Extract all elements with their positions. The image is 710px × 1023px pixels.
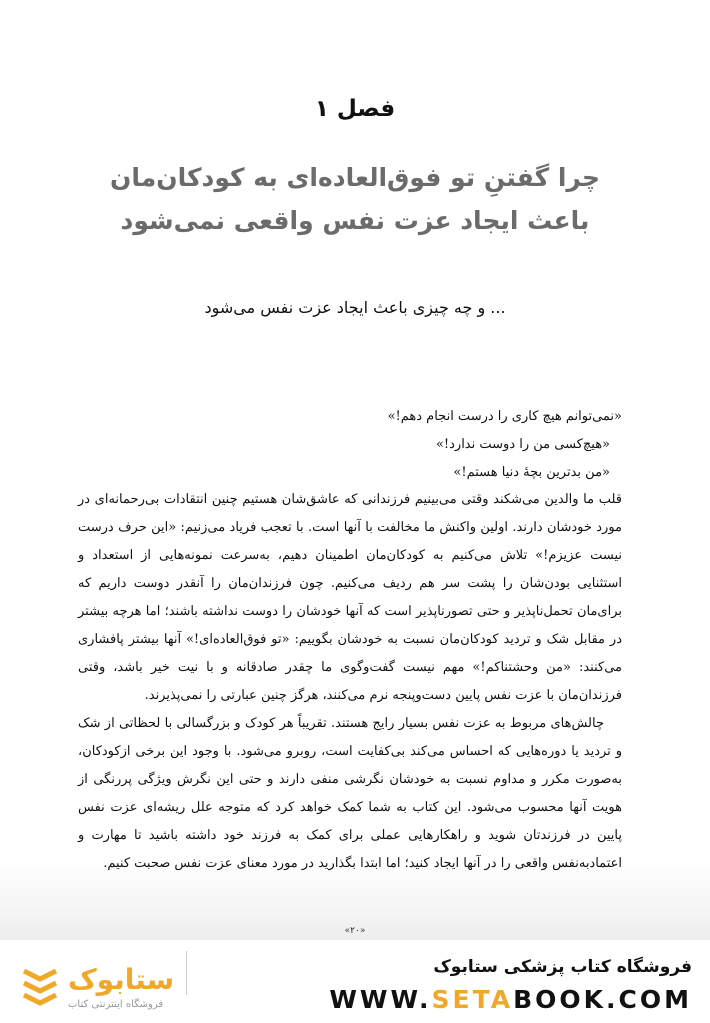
- chapter-title-line-2: باعث ایجاد عزت نفس واقعی نمی‌شود: [120, 206, 590, 235]
- logo-divider: [186, 951, 187, 995]
- setabook-logo[interactable]: [20, 959, 280, 1015]
- paragraph: چالش‌های مربوط به عزت نفس بسیار رایج هستند. تقریباً هر کودک و بزرگسالی با لحظاتی از شک و تردید یا دوره‌هایی که احساس می‌کند بی‌کفایت است، روبرو می‌شود. با وجود این برخی ازکودکان، به‌صورت مکرر و مداوم نسبت به خودشان نگرشی منفی دارند و حتی این نگرش ویژگی پررنگی از هویت آنها محسوب می‌شود. این کتاب به شما کمک خواهد کرد که متوجه علل ریشه‌ای عزت نفس پایین در فرزندتان شوید و راهکارهایی عملی برای کمک به فرزند خود داشته باشید تا مهارت و اعتمادبه‌نفس واقعی را در آنها ایجاد کنید؛ اما ابتدا بگذارید در مورد معنای عزت نفس صحبت کنیم.: [78, 716, 622, 871]
- chapter-subtitle: ... و چه چیزی باعث ایجاد عزت نفس می‌شود: [204, 298, 506, 317]
- quote-item: «من بدترین بچهٔ دنیا هستم!»: [453, 465, 610, 480]
- book-stack-icon: [20, 963, 60, 1011]
- logo-word: ستابوک: [68, 963, 175, 996]
- quote-list: [62, 403, 622, 487]
- paragraph: قلب ما والدین می‌شکند وقتی می‌بینیم فرزندانی که عاشق‌شان هستیم چنین انتقادات بی‌رحمانه‌ای در مورد خودشان دارند. اولین واکنش ما مخالفت با آنها است. با تعجب فریاد می‌زنیم: «این حرف درست نیست عزیزم!» تلاش می‌کنیم به کودکان‌مان اطمینان دهیم، به‌سرعت نمونه‌هایی از استعداد و استثنایی بودن‌شان را پشت سر هم ردیف می‌کنیم. چون فرزندان‌مان را آنقدر دوست داریم که برای‌مان تحمل‌ناپذیر و حتی تصورناپذیر است که آنها خودشان را دوست نداشته باشند؛ اما هرچه بیشتر در مقابل شک و تردید کودکان‌مان نسبت به خودشان بگوییم: «تو فوق‌العاده‌ای!» آنها بیشتر پافشاری می‌کنند: «من وحشتناکم!» مهم نیست گفت‌وگوی ما چقدر صادقانه و با نیت خیر باشد، وقتی فرزندان‌مان با عزت نفس پایین دست‌وپنجه نرم می‌کنند، هرگز چنین عبارتی را نمی‌پذیرند.: [78, 492, 622, 703]
- chapter-title: [0, 156, 710, 242]
- quote-item: «نمی‌توانم هیچ کاری را درست انجام دهم!»: [387, 409, 622, 424]
- url-prefix: WWW.: [329, 985, 432, 1014]
- chapter-number: فصل ۱: [314, 96, 396, 122]
- store-name: فروشگاه کتاب پزشکی ستابوک: [433, 957, 692, 977]
- store-url-link[interactable]: [329, 985, 692, 1014]
- logo-tagline: فروشگاه اینترنتی کتاب: [68, 999, 164, 1010]
- quote-item: «هیچ‌کسی من را دوست ندارد!»: [435, 437, 610, 452]
- chapter-title-line-1: چرا گفتنِ تو فوق‌العاده‌ای به کودکان‌مان: [110, 163, 600, 192]
- url-highlight: SETA: [431, 985, 514, 1014]
- footer-banner: [0, 945, 710, 1023]
- url-suffix: BOOK.COM: [513, 985, 692, 1014]
- body-text: [78, 486, 622, 878]
- page-number: «۲۰»: [344, 926, 366, 936]
